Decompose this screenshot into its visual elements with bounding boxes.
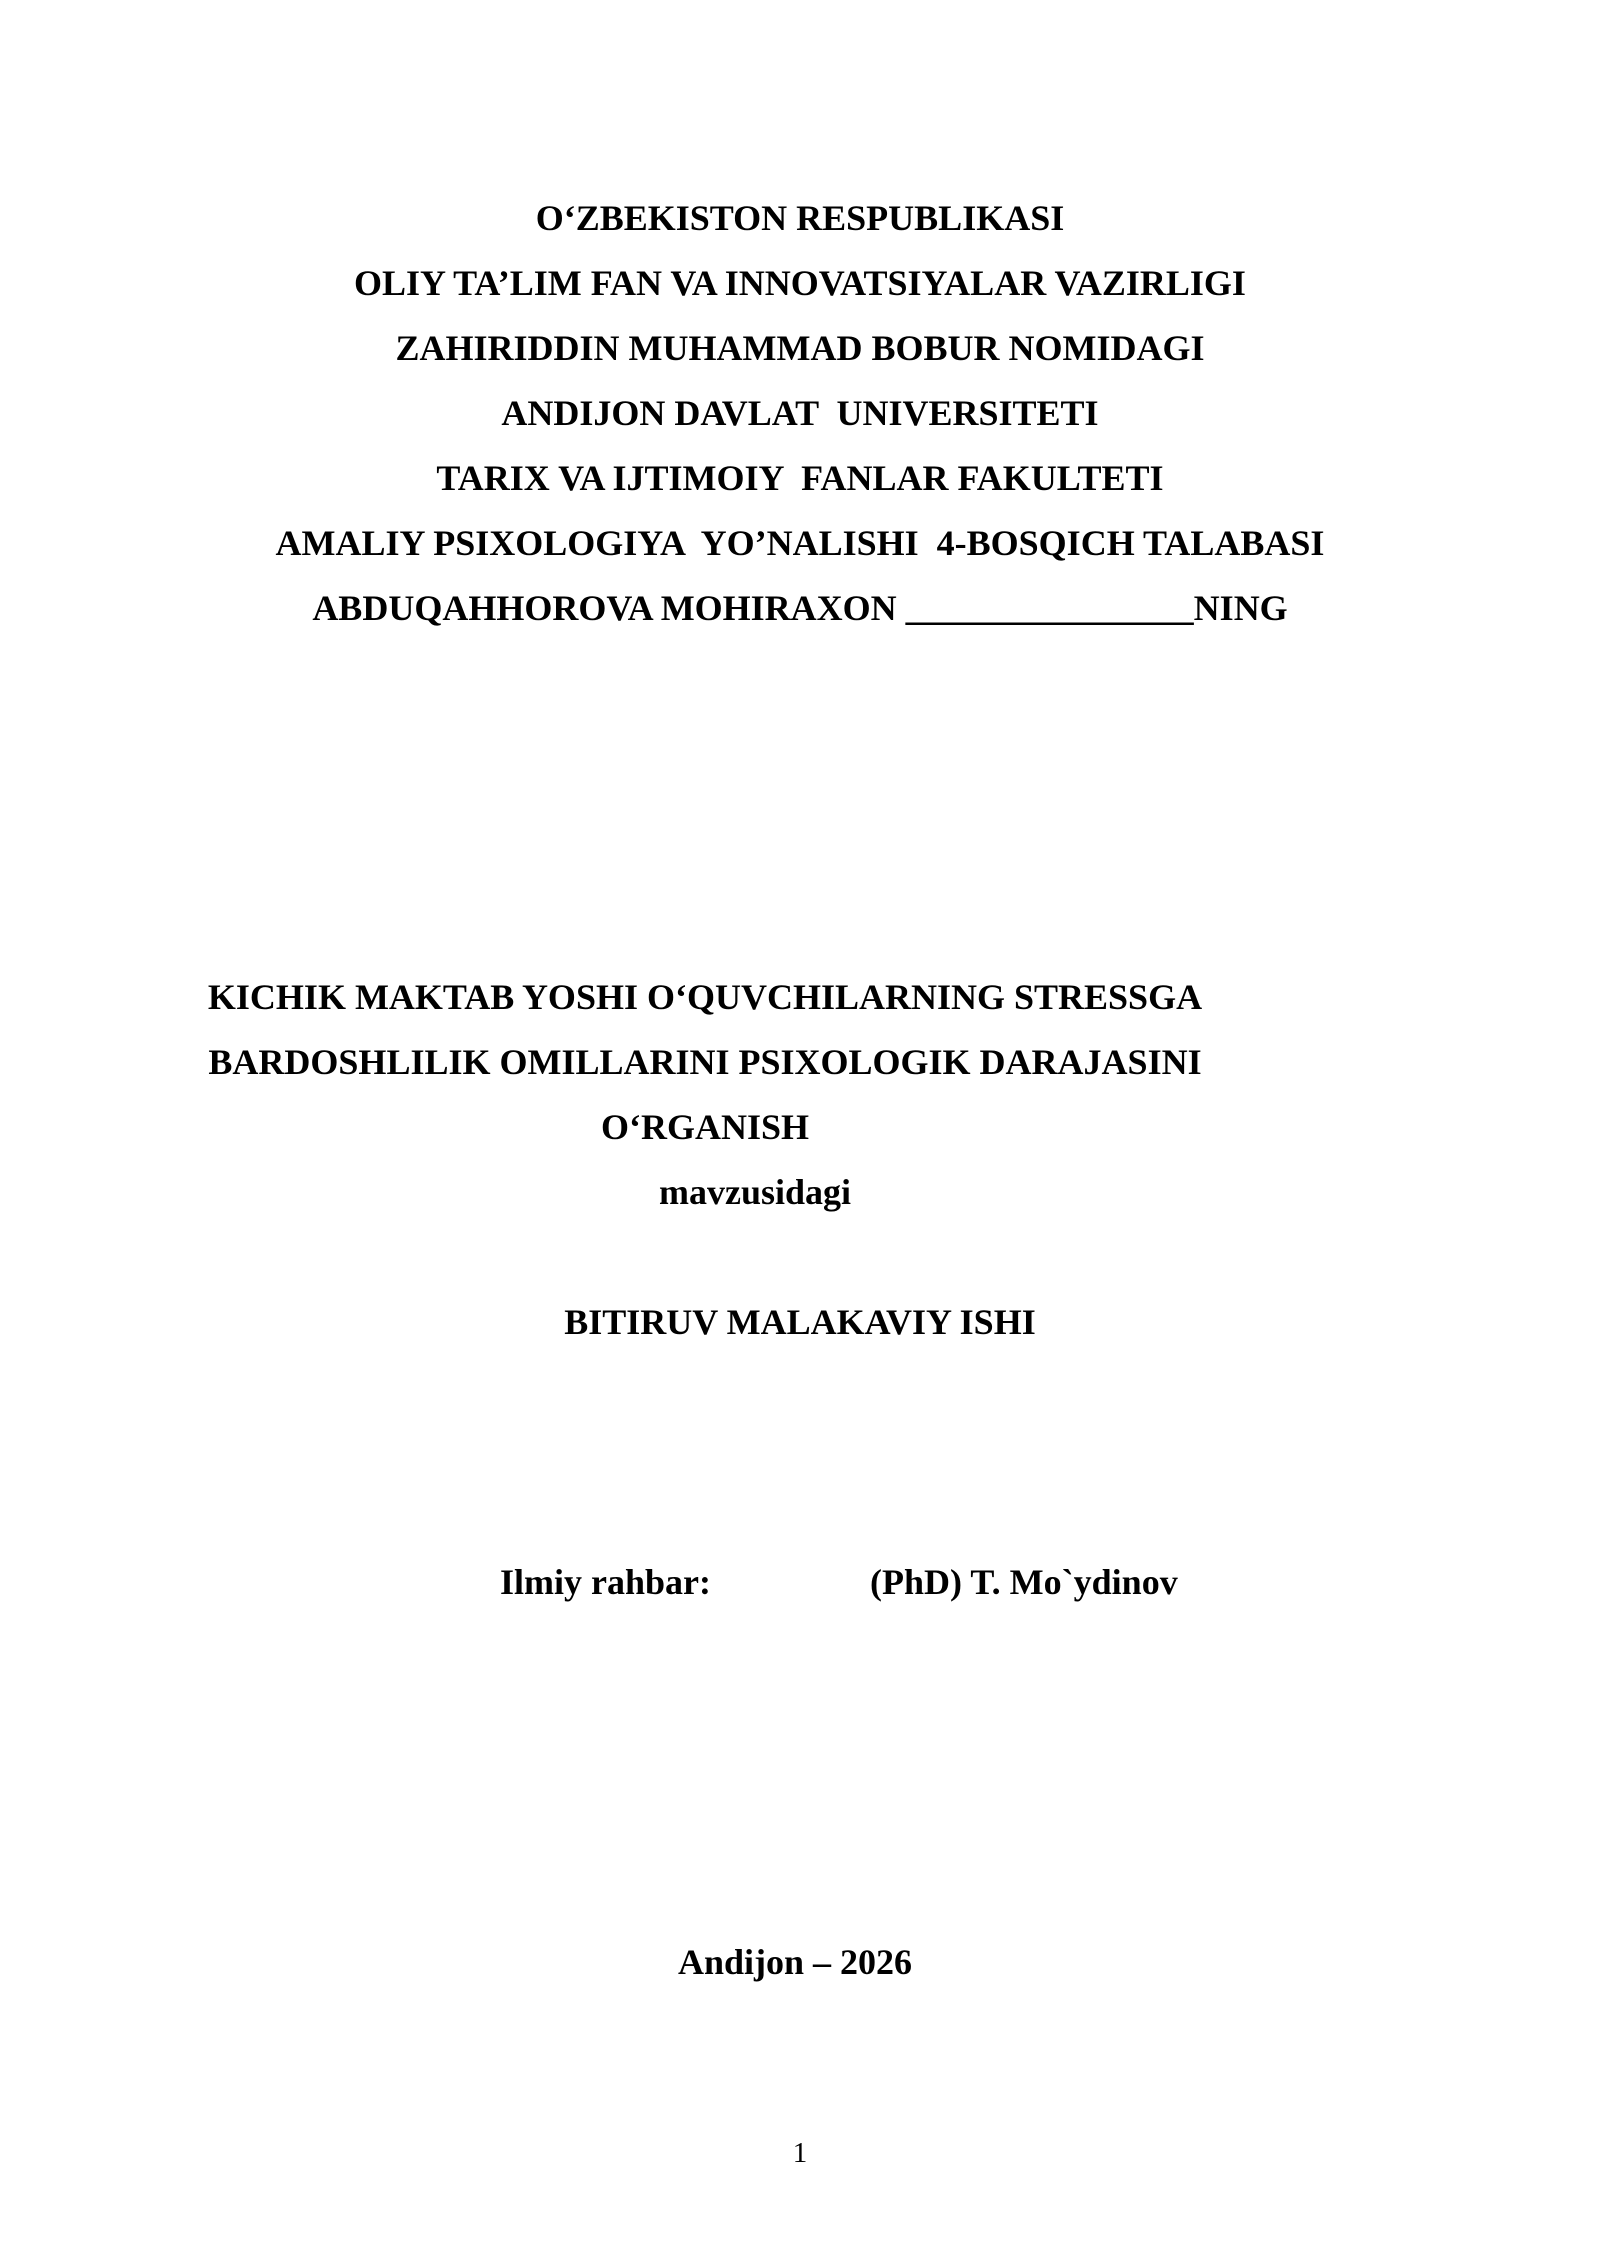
supervisor-label: Ilmiy rahbar: bbox=[500, 1562, 711, 1602]
page-number: 1 bbox=[792, 2137, 808, 2169]
topic-subtitle: mavzusidagi bbox=[658, 1172, 852, 1212]
header-line-student: ABDUQAHHOROVA MOHIRAXON ________________NING bbox=[312, 588, 1288, 628]
header-line-country: O‘ZBEKISTON RESPUBLIKASI bbox=[535, 198, 1065, 238]
supervisor-name: (PhD) T. Mo`ydinov bbox=[870, 1562, 1178, 1602]
header-line-program: AMALIY PSIXOLOGIYA YO’NALISHI 4-BOSQICH TALABASI bbox=[275, 523, 1325, 563]
place-year: Andijon – 2026 bbox=[677, 1942, 913, 1982]
header-line-university-name: ZAHIRIDDIN MUHAMMAD BOBUR NOMIDAGI bbox=[395, 328, 1205, 368]
header-line-university: ANDIJON DAVLAT UNIVERSITETI bbox=[501, 393, 1099, 433]
topic-line-1: KICHIK MAKTAB YOSHI O‘QUVCHILARNING STRESSGA bbox=[207, 977, 1203, 1017]
topic-line-3: O‘RGANISH bbox=[600, 1107, 810, 1147]
header-line-ministry: OLIY TA’LIM FAN VA INNOVATSIYALAR VAZIRLIGI bbox=[354, 263, 1246, 303]
topic-line-2: BARDOSHLILIK OMILLARINI PSIXOLOGIK DARAJASINI bbox=[208, 1042, 1202, 1082]
work-type: BITIRUV MALAKAVIY ISHI bbox=[564, 1302, 1036, 1342]
header-line-faculty: TARIX VA IJTIMOIY FANLAR FAKULTETI bbox=[436, 458, 1164, 498]
